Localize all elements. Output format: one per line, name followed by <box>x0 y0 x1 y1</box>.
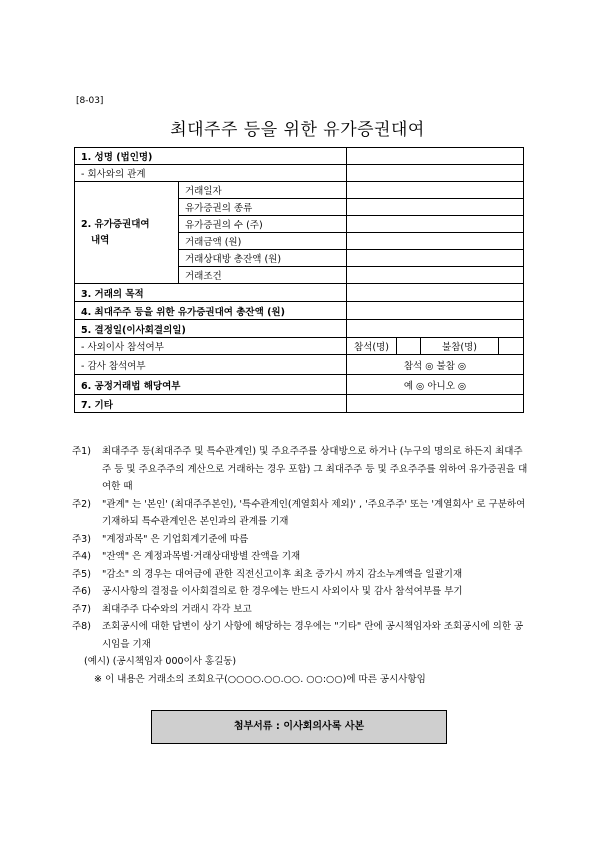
footnote-2: 주2) "관계" 는 '본인' (최대주주본인), '특수관계인(계열회사 제외)' , '주요주주' 또는 '계열회사' 로 구분하여 기재하되 특수관계인은 본인과의 관계를 기재 <box>72 498 526 527</box>
value-name[interactable] <box>347 148 524 165</box>
value-total-balance[interactable] <box>347 302 524 320</box>
footnotes <box>72 443 530 688</box>
value-security-count[interactable] <box>347 216 524 233</box>
label-other: 7. 기타 <box>75 395 347 413</box>
label-counterparty-balance: 거래상대방 총잔액 (원) <box>179 250 347 267</box>
footnote-1: 주1) 최대주주 등(최대주주 및 특수관계인) 및 주요주주를 상대방으로 하거나 (누구의 명의로 하든지 최대주주 등 및 주요주주의 계산으로 거래하는 경우 포함) 그 최대주주 등 및 주요주주를 위하여 유가증권을 대여한 때 <box>72 446 528 492</box>
label-trade-date: 거래일자 <box>179 182 347 199</box>
value-trade-date[interactable] <box>347 182 524 199</box>
label-total-balance: 4. 최대주주 등을 위한 유가증권대여 총잔액 (원) <box>75 302 347 320</box>
label-decision-date: 5. 결정일(이사회결의일) <box>75 320 347 338</box>
value-other[interactable] <box>347 395 524 413</box>
value-purpose[interactable] <box>347 284 524 302</box>
label-trade-amount: 거래금액 (원) <box>179 233 347 250</box>
label-auditor: - 감사 참석여부 <box>75 355 347 375</box>
example-line: (예시) (공시책임자 000이사 홍길동) <box>84 656 237 667</box>
inquiry-note: ※ 이 내용은 거래소의 조회요구(○○○○.○○.○○. ○○:○○)에 따른 공시사항임 <box>94 673 426 685</box>
footnote-8: 주8) 조회공시에 대한 답변이 상기 사항에 해당하는 경우에는 "기타" 란에 공시책임자와 조회공시에 의한 공시임을 기재 <box>72 621 524 650</box>
row-lending-date <box>75 182 524 199</box>
footnote-6: 주6) 공시사항의 결정을 이사회결의로 한 경우에는 반드시 사외이사 및 감사 참석여부를 부기 <box>72 586 463 597</box>
label-lending-details <box>75 182 179 284</box>
value-absent-count[interactable] <box>499 338 524 355</box>
label-lending-details-line1: 2. 유가증권대여 <box>81 218 150 230</box>
footnote-7: 주7) 최대주주 다수와의 거래시 각각 보고 <box>72 603 252 615</box>
label-outside-director: - 사외이사 참석여부 <box>75 338 347 355</box>
attachment-box: 첨부서류 : 이사회의사록 사본 <box>151 710 447 744</box>
label-name: 1. 성명 (법인명) <box>75 148 347 165</box>
label-attend-count: 참석(명) <box>347 338 397 355</box>
form-code: [8-03] <box>76 96 104 106</box>
value-counterparty-balance[interactable] <box>347 250 524 267</box>
document-title: 최대주주 등을 위한 유가증권대여 <box>170 120 425 140</box>
value-trade-terms[interactable] <box>347 267 524 284</box>
footnote-3: 주3) "계정과목" 은 기업회계기준에 따름 <box>72 533 249 545</box>
label-purpose: 3. 거래의 목적 <box>75 284 347 302</box>
value-attend-count[interactable] <box>397 338 421 355</box>
fair-trade-options[interactable]: 예 ◎ 아니오 ◎ <box>347 375 524 395</box>
value-relation[interactable] <box>347 165 524 182</box>
footnote-5: 주5) "감소" 의 경우는 대여금에 관한 직전신고이후 최초 증가시 까지 감소누계액을 일괄기재 <box>72 568 463 580</box>
value-decision-date[interactable] <box>347 320 524 338</box>
row-relation <box>75 165 524 182</box>
footnote-4: 주4) "잔액" 은 계정과목별·거래상대방별 잔액을 기재 <box>72 551 301 562</box>
label-absent-count: 불참(명) <box>421 338 499 355</box>
label-relation: - 회사와의 관계 <box>75 165 347 182</box>
label-lending-details-line2: 내역 <box>91 234 110 246</box>
label-trade-terms: 거래조건 <box>179 267 347 284</box>
row-name <box>75 148 524 165</box>
label-security-type: 유가증권의 종류 <box>179 199 347 216</box>
label-fair-trade: 6. 공정거래법 해당여부 <box>75 375 347 395</box>
label-security-count: 유가증권의 수 (주) <box>179 216 347 233</box>
value-trade-amount[interactable] <box>347 233 524 250</box>
auditor-attendance-options[interactable]: 참석 ◎ 불참 ◎ <box>347 355 524 375</box>
value-security-type[interactable] <box>347 199 524 216</box>
disclosure-form-table <box>74 147 524 413</box>
